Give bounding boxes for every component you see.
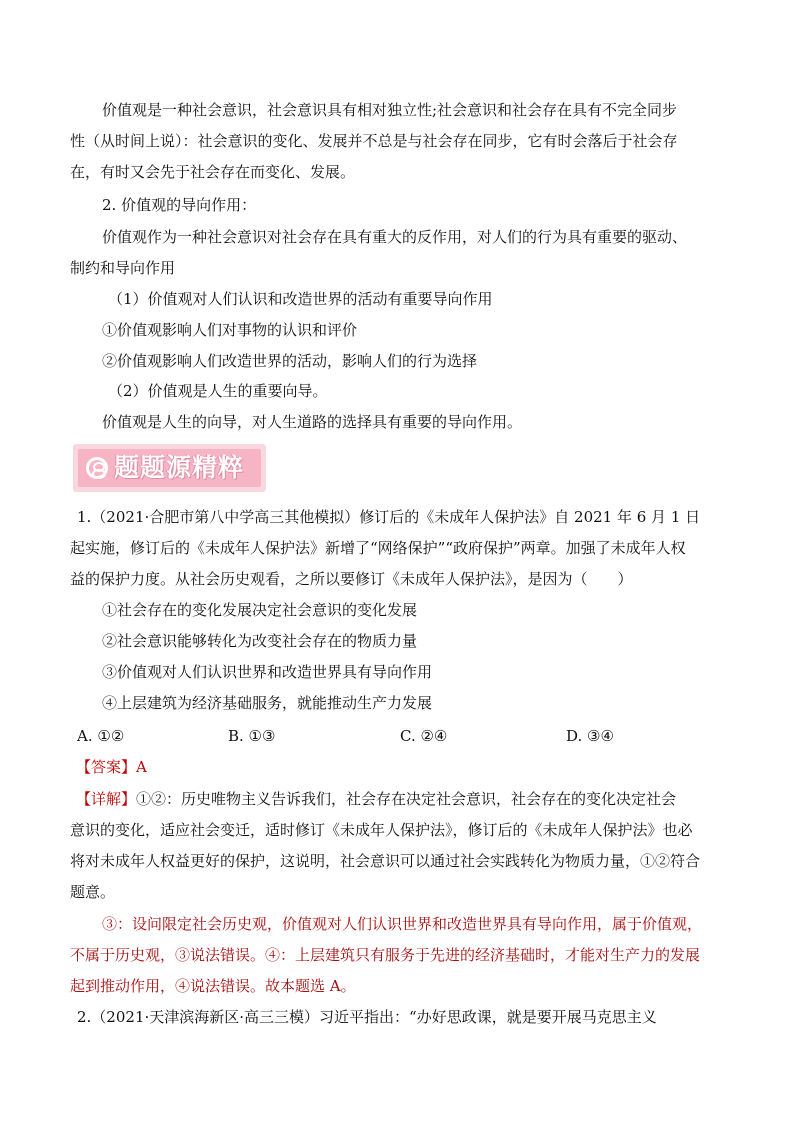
section-banner: [73, 444, 266, 492]
paragraph-line: 在，有时又会先于社会存在而变化、发展。: [70, 163, 356, 181]
option-statement: ②社会意识能够转化为改变社会存在的物质力量: [102, 632, 418, 650]
question-text: 益的保护力度。从社会历史观看，之所以要修订《未成年人保护法》，是因为（ ）: [70, 570, 633, 588]
choice-d: D. ③④: [566, 727, 614, 745]
subheading: （2）价值观是人生的重要向导。: [108, 382, 328, 400]
paragraph-line: 价值观是一种社会意识，社会意识具有相对独立性;社会意识和社会存在具有不完全同步: [102, 101, 678, 119]
detail-line: ③：设问限定社会历史观，价值观对人们认识世界和改造世界具有导向作用，属于价值观，: [102, 915, 703, 933]
question-text: 起实施，修订后的《未成年人保护法》新增了“网络保护”“政府保护”两章。加强了未成年人权: [70, 539, 686, 557]
detail-line: 题意。: [70, 883, 116, 901]
detail-line: 不属于历史观，③说法错误。④：上层建筑只有服务于先进的经济基础时，才能对生产力的发展: [70, 946, 701, 964]
answer-value: A: [136, 758, 147, 776]
question-text: 2.（2021·天津滨海新区·高三三模）习近平指出：“办好思政课，就是要开展马克思主义: [77, 1008, 657, 1026]
question-text: 1.（2021·合肥市第八中学高三其他模拟）修订后的《未成年人保护法》自 2021 年 6 月 1 日: [77, 508, 701, 526]
detail-line: 将对未成年人权益更好的保护，这说明，社会意识可以通过社会实践转化为物质力量，①②符合: [70, 852, 701, 870]
subheading: （1）价值观对人们认识和改造世界的活动有重要导向作用: [108, 290, 493, 308]
option-statement: ③价值观对人们认识世界和改造世界具有导向作用: [102, 663, 433, 681]
detail-line: 起到推动作用，④说法错误。故本题选 A。: [70, 977, 356, 995]
choice-a: A. ①②: [77, 727, 125, 745]
answer-label: 【答案】: [76, 758, 137, 776]
detail-label: 【详解】: [76, 790, 137, 808]
detail-line: 意识的变化，适应社会变迁，适时修订《未成年人保护法》，修订后的《未成年人保护法》也必: [70, 821, 693, 839]
answer-line: [76, 757, 736, 777]
list-item: ②价值观影响人们改造世界的活动，影响人们的行为选择: [102, 352, 478, 370]
paragraph-line: 价值观是人生的向导，对人生道路的选择具有重要的导向作用。: [102, 413, 523, 431]
paragraph-line: 价值观作为一种社会意识对社会存在具有重大的反作用，对人们的行为具有重要的驱动、: [102, 228, 688, 246]
paragraph-line: 制约和导向作用: [70, 259, 176, 277]
choice-c: C. ②④: [400, 727, 448, 745]
choice-b: B. ①③: [228, 727, 276, 745]
option-statement: ①社会存在的变化发展决定社会意识的变化发展: [102, 601, 418, 619]
banner-title: 题题源精粹: [114, 453, 245, 482]
paragraph-line: 性（从时间上说）：社会意识的变化、发展并不总是与社会存在同步，它有时会落后于社会存: [70, 132, 678, 150]
list-item: ①价值观影响人们对事物的认识和评价: [102, 321, 358, 339]
detail-line: 【详解】①②：历史唯物主义告诉我们，社会存在决定社会意识，社会存在的变化决定社会: [76, 790, 677, 808]
knot-icon: [86, 457, 108, 479]
section-heading: 2. 价值观的导向作用：: [102, 196, 257, 214]
option-statement: ④上层建筑为经济基础服务，就能推动生产力发展: [102, 694, 433, 712]
